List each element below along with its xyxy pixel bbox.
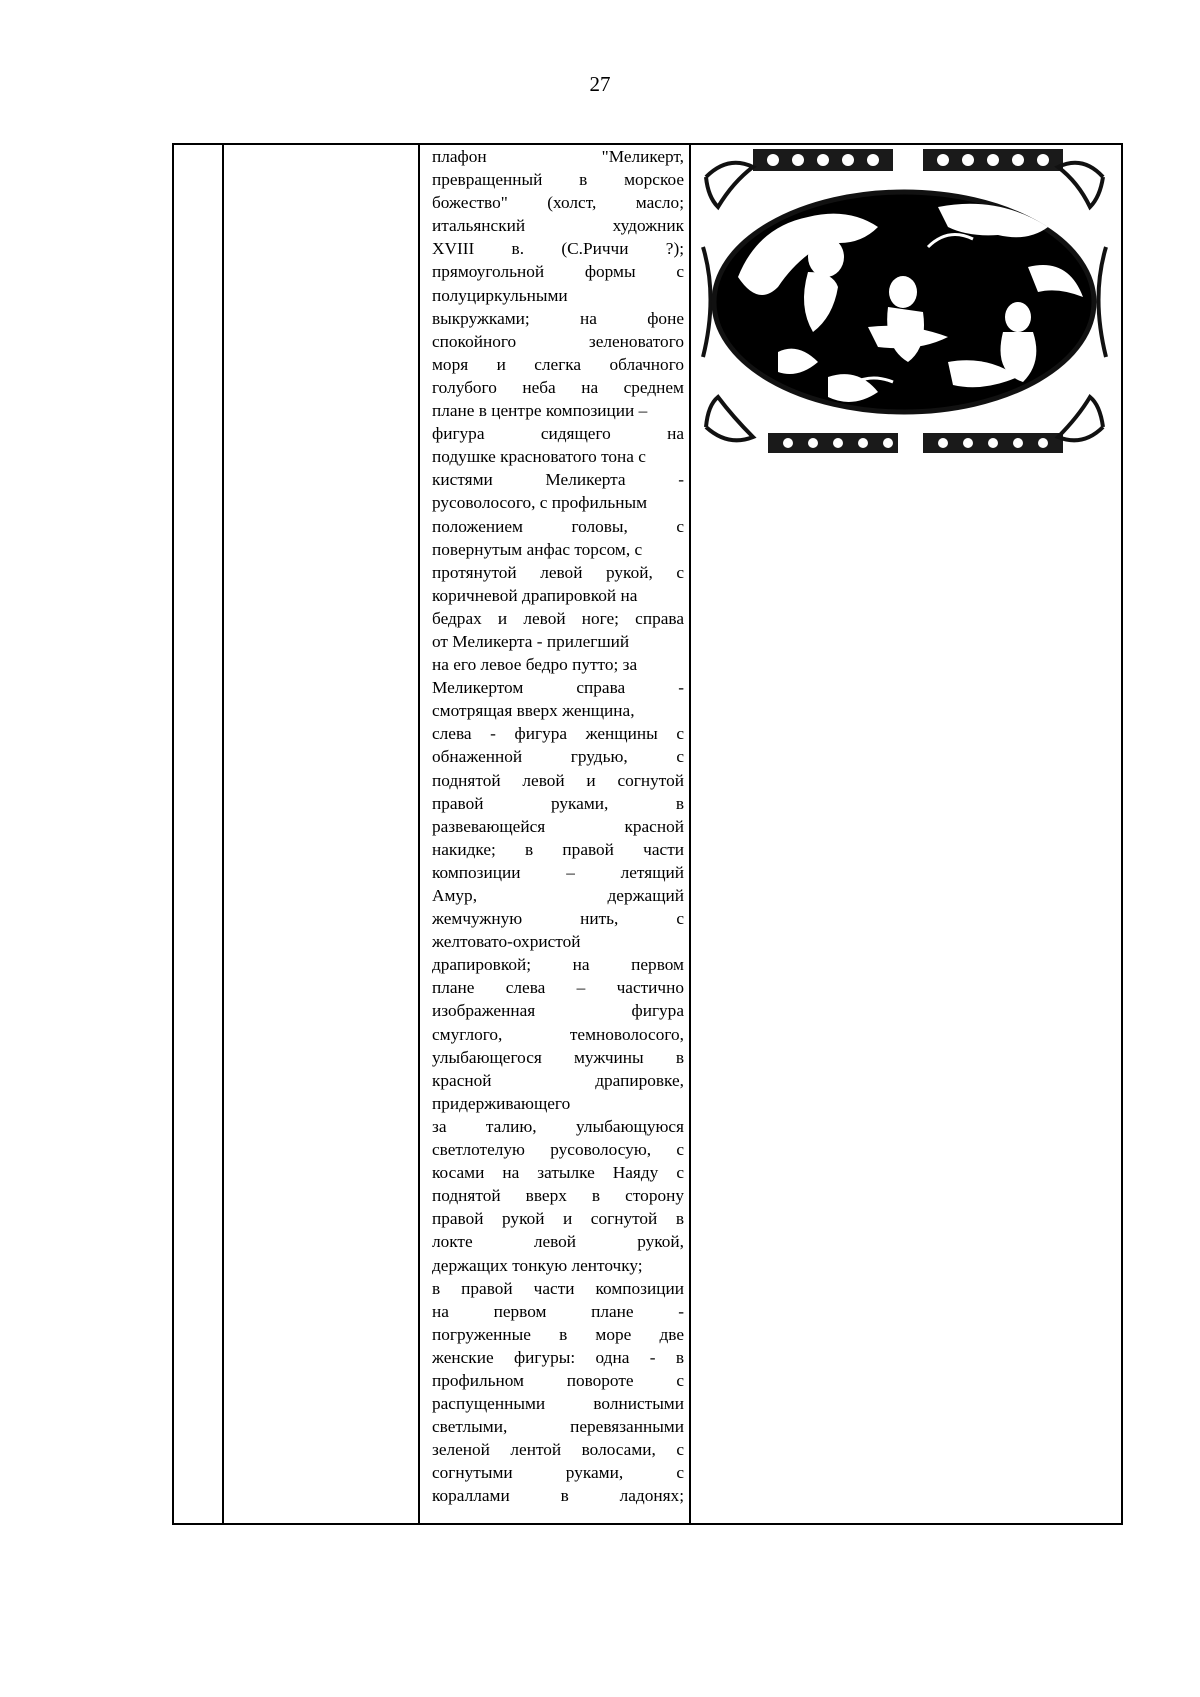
description-line: плафон "Меликерт, <box>432 147 684 166</box>
plafond-painting-image <box>698 147 1111 455</box>
description-line: изображенная фигура <box>432 1001 684 1021</box>
description-line: бедрах и левой ноге; справа <box>432 608 684 628</box>
description-line: на его левое бедро путто; за <box>432 655 638 675</box>
description-line: XVIII в. (С.Риччи ?); <box>432 239 684 259</box>
description-line: смотрящая вверх женщина, <box>432 701 635 721</box>
description-line: плане слева – частично <box>432 978 684 998</box>
description-line: выкружками; на фоне <box>432 308 684 328</box>
description-line: кистями Меликерта - <box>432 470 684 490</box>
description-line: композиции – летящий <box>432 862 684 882</box>
description-line: жемчужную нить, с <box>432 909 684 929</box>
description-line: драпировкой; на первом <box>432 955 684 975</box>
description-line: светлыми, перевязанными <box>432 1417 684 1437</box>
description-line: коричневой драпировкой на <box>432 585 638 605</box>
description-line: кораллами в ладонях; <box>432 1486 684 1506</box>
page-number: 27 <box>589 72 611 96</box>
description-line: локте левой рукой, <box>432 1232 684 1252</box>
description-line: поднятой вверх в сторону <box>432 1186 684 1206</box>
description-line: на первом плане - <box>432 1301 684 1321</box>
description-line: божество" (холст, масло; <box>432 193 684 213</box>
description-line: правой рукой и согнутой в <box>432 1209 684 1229</box>
description-line: поднятой левой и согнутой <box>432 770 684 790</box>
description-line: Меликертом справа - <box>432 678 684 698</box>
column-name <box>224 145 420 1523</box>
description-line: зеленой лентой волосами, с <box>432 1440 684 1460</box>
description-line: Амур, держащий <box>432 886 684 905</box>
description-line: в правой части композиции <box>432 1278 684 1298</box>
description-line: положением головы, с <box>432 516 684 536</box>
column-image <box>691 145 1121 1523</box>
description-line: держащих тонкую ленточку; <box>432 1255 643 1275</box>
description-line: спокойного зеленоватого <box>432 331 684 351</box>
description-line: фигура сидящего на <box>432 424 684 444</box>
description-line: моря и слегка облачного <box>432 354 684 374</box>
description-line: погруженные в море две <box>432 1324 684 1344</box>
description-line: обнаженной грудью, с <box>432 747 684 767</box>
description-line: прямоугольной формы с <box>432 262 684 282</box>
description-line: плане в центре композиции – <box>432 401 648 421</box>
inventory-table <box>172 143 1123 1525</box>
description-line: голубого неба на среднем <box>432 377 684 397</box>
description-line: от Меликерта - прилегший <box>432 631 630 651</box>
description-line: превращенный в морское <box>432 170 684 190</box>
description-line: косами на затылке Наяду с <box>432 1163 684 1183</box>
description-line: смуглого, темноволосого, <box>432 1024 684 1044</box>
column-number <box>174 145 224 1523</box>
description-line: придерживающего <box>432 1093 571 1113</box>
description-line: подушке красноватого тона с <box>432 447 646 467</box>
description-line: протянутой левой рукой, с <box>432 562 684 582</box>
description-line: полуциркульными <box>432 285 568 305</box>
column-description <box>420 145 691 1523</box>
description-line: повернутым анфас торсом, с <box>432 539 643 559</box>
description-line: за талию, улыбающуюся <box>432 1116 684 1136</box>
description-line: красной драпировке, <box>432 1070 684 1090</box>
description-line: улыбающегося мужчины в <box>432 1047 684 1067</box>
description-line: светлотелую русоволосую, с <box>432 1140 684 1160</box>
description-line: слева - фигура женщины с <box>432 724 684 744</box>
description-text <box>432 145 684 1508</box>
description-line: накидке; в правой части <box>432 839 684 859</box>
description-line: согнутыми руками, с <box>432 1463 684 1483</box>
description-line: итальянский художник <box>432 216 684 236</box>
description-line: желтовато-охристой <box>432 932 581 952</box>
description-line: русоволосого, с профильным <box>432 493 648 513</box>
description-line: распущенными волнистыми <box>432 1394 684 1414</box>
description-line: профильном повороте с <box>432 1370 684 1390</box>
description-line: правой руками, в <box>432 793 684 813</box>
description-line: развевающейся красной <box>432 816 684 836</box>
description-line: женские фигуры: одна - в <box>432 1347 684 1367</box>
